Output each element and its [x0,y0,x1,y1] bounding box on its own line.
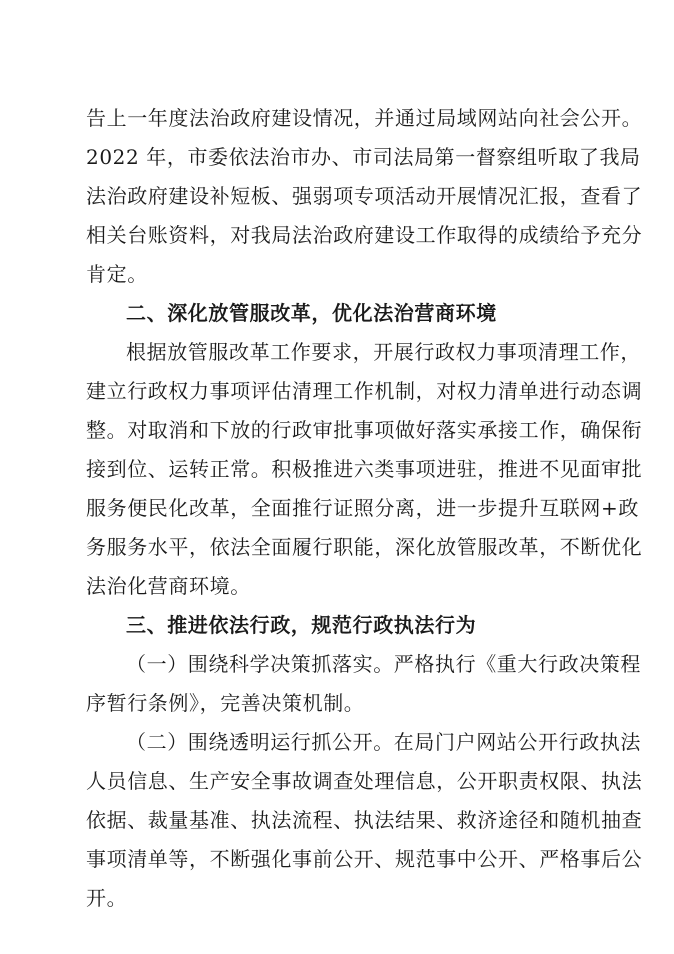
paragraph-line: 人员信息、生产安全事故调查处理信息，公开职责权限、执法 [86,769,643,793]
paragraph-line: 2022 年，市委依法治市办、市司法局第一督察组听取了我局 [86,145,641,169]
paragraph-line: 告上一年度法治政府建设情况，并通过局域网站向社会公开。 [86,106,643,130]
paragraph-line: 法治化营商环境。 [86,574,251,598]
paragraph-line: 建立行政权力事项评估清理工作机制，对权力清单进行动态调 [86,379,643,403]
section-heading: 二、深化放管服改革，优化法治营商环境 [126,301,497,325]
paragraph-line: 整。对取消和下放的行政审批事项做好落实承接工作，确保衔 [86,418,643,442]
paragraph-line: 服务便民化改革，全面推行证照分离，进一步提升互联网+政 [86,496,639,520]
section-heading: 三、推进依法行政，规范行政执法行为 [126,613,477,637]
paragraph-line: 序暂行条例》，完善决策机制。 [86,691,365,715]
paragraph-line: 依据、裁量基准、执法流程、执法结果、救济途径和随机抽查 [86,808,643,832]
paragraph-line: 肯定。 [86,262,148,286]
paragraph-line: （二）围绕透明运行抓公开。在局门户网站公开行政执法 [126,730,641,754]
paragraph-line: 接到位、运转正常。积极推进六类事项进驻，推进不见面审批 [86,457,643,481]
paragraph-line: 事项清单等，不断强化事前公开、规范事中公开、严格事后公 [86,847,643,871]
paragraph-line: （一）围绕科学决策抓落实。严格执行《重大行政决策程 [126,652,641,676]
paragraph-line: 务服务水平，依法全面履行职能，深化放管服改革，不断优化 [86,535,643,559]
paragraph-line: 根据放管服改革工作要求，开展行政权力事项清理工作， [126,340,641,364]
paragraph-line: 相关台账资料，对我局法治政府建设工作取得的成绩给予充分 [86,223,643,247]
paragraph-line: 法治政府建设补短板、强弱项专项活动开展情况汇报，查看了 [86,184,643,208]
paragraph-line: 开。 [86,886,128,910]
